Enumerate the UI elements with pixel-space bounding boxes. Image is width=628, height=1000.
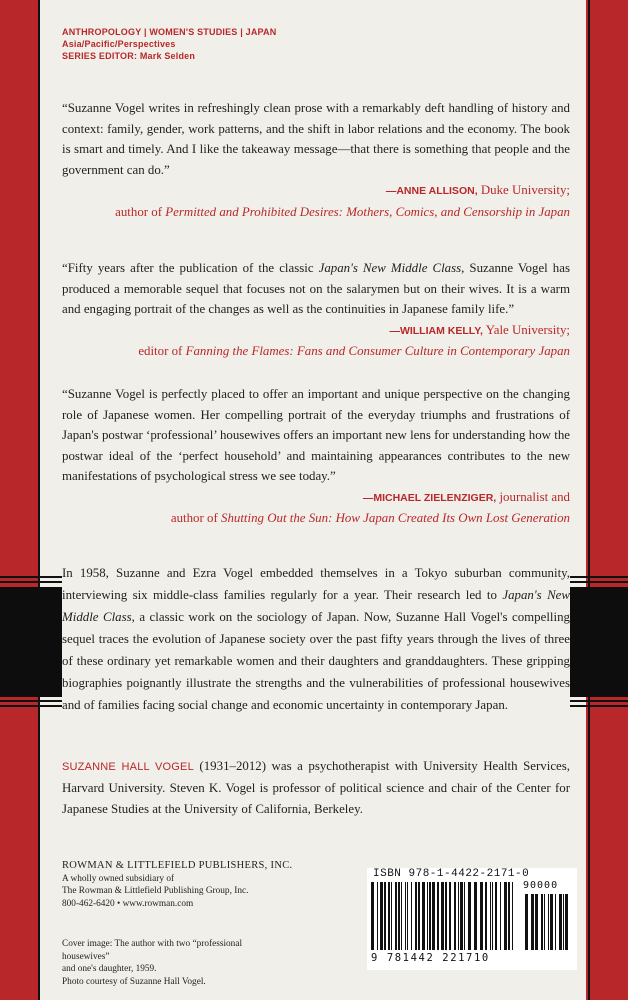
blurb-text: “Suzanne Vogel is perfectly placed to offer an important and unique perspective on the changing role of Japanese women. Her compelling portrait of the everyday triumphs and frustrations of Japan's postwar ‘professional’ housewives offers an important new lens for understanding how the postwar ideal of the ‘perfect household’ and maintaining appearances contributes to the new manifestations of psychological stress we see today.”	[62, 387, 570, 483]
barcode-bar	[458, 882, 459, 950]
barcode-bar	[464, 882, 465, 950]
barcode-bar	[504, 882, 507, 950]
barcode-bar	[541, 894, 543, 950]
barcode-bar	[468, 882, 471, 950]
source-prefix: editor of	[138, 344, 183, 358]
barcode-bar	[548, 894, 549, 950]
barcode-bar	[391, 882, 392, 950]
barcode-bar	[427, 882, 428, 950]
barcode-bar	[500, 882, 501, 950]
attribution-affiliation: journalist and	[499, 489, 570, 504]
right-red-border	[590, 0, 628, 1000]
series-editor-line: SERIES EDITOR: Mark Selden	[62, 51, 196, 61]
barcode-bar	[512, 882, 513, 950]
barcode-bar	[474, 882, 477, 950]
book-title-ref: Japan's New Middle Class	[62, 588, 570, 624]
barcode-bar	[411, 882, 412, 950]
barcode-bar	[395, 882, 397, 950]
barcode-bar	[535, 894, 538, 950]
barcode-bar	[480, 882, 483, 950]
barcode-bar	[565, 894, 568, 950]
barcode-bar	[508, 882, 510, 950]
barcode-bar	[485, 882, 487, 950]
barcode-bar	[495, 882, 497, 950]
blurb-attribution	[62, 487, 570, 509]
publisher-info	[62, 860, 362, 910]
blurb-source	[62, 508, 570, 529]
blurb-anne-allison	[62, 98, 570, 222]
barcode-bar	[460, 882, 463, 950]
category-line: ANTHROPOLOGY | WOMEN'S STUDIES | JAPAN	[62, 27, 277, 37]
left-red-border	[0, 0, 38, 1000]
barcode-bars	[367, 880, 517, 952]
source-prefix: author of	[170, 511, 218, 525]
barcode-bar	[405, 882, 406, 950]
publisher-line: A wholly owned subsidiary of	[62, 873, 175, 884]
blurb-attribution	[62, 320, 570, 342]
barcode-bar	[384, 882, 386, 950]
barcode-bar	[377, 882, 378, 950]
barcode-bar	[429, 882, 431, 950]
barcode-bar	[525, 894, 528, 950]
barcode-bar	[407, 882, 408, 950]
blurb-text: “Fifty years after the publication of the classic Japan's New Middle Class, Suzanne Vogel has produced a memorable sequel that focuses not on the salarymen but on their wives. It is a warm and engaging portrait of the changes as well as the continuities in Japanese family life.”	[62, 261, 570, 316]
barcode-bar	[490, 882, 491, 950]
barcode-bar	[415, 882, 417, 950]
cover-content	[62, 0, 570, 1000]
right-border-line	[588, 0, 590, 1000]
publisher-contact: 800-462-6420 • www.rowman.com	[62, 898, 194, 909]
book-description: In 1958, Suzanne and Ezra Vogel embedded themselves in a Tokyo suburban community, interviewing six middle-class families regularly for a year. Their research led to Japan's New Middle Class, a classic work on the sociology of Japan. Now, Suzanne Hall Vogel's compelling sequel traces the evolution of Japanese society over the past fifty years through the lives of three of these ordinary yet remarkable women and their daughters and granddaughters. These gripping biographies poignantly illustrate the strengths and the vulnerabilities of professional housewives and of families facing social change and economic uncertainty in contemporary Japan.	[62, 562, 570, 716]
quoted-book-title: Japan's New Middle Class	[318, 261, 462, 275]
barcode-bar	[398, 882, 400, 950]
isbn-label: ISBN 978-1-4422-2171-0	[373, 868, 530, 880]
barcode-bar	[380, 882, 383, 950]
blurb-source	[62, 202, 570, 223]
barcode-bar	[449, 882, 451, 950]
barcode-bar	[388, 882, 390, 950]
blurb-michael-zielenziger	[62, 384, 570, 529]
barcode-bar	[550, 894, 553, 950]
barcode-bar	[432, 882, 435, 950]
publisher-line: The Rowman & Littlefield Publishing Group, Inc.	[62, 886, 249, 896]
barcode-bar	[544, 894, 545, 950]
attribution-name: —ANNE ALLISON,	[385, 185, 478, 197]
source-title: Shutting Out the Sun: How Japan Created Its Own Lost Generation	[221, 511, 570, 525]
price-code: 90000	[523, 880, 559, 891]
barcode-digits: 9 781442 221710	[371, 952, 490, 964]
barcode-bar	[563, 894, 564, 950]
attribution-affiliation: Duke University;	[480, 183, 570, 197]
source-prefix: author of	[115, 204, 163, 219]
barcode-bar	[418, 882, 420, 950]
category-header	[62, 26, 276, 62]
barcode-bar	[559, 894, 562, 950]
barcode-bar	[531, 894, 534, 950]
publisher-name: ROWMAN & LITTLEFIELD PUBLISHERS, INC.	[62, 860, 293, 871]
isbn-barcode	[367, 868, 577, 970]
cover-image-credit: Cover image: The author with two “professional housewives” and one's daughter, 1959. Photo courtesy of Suzanne Hall Vogel.	[62, 939, 243, 987]
barcode-bar	[555, 894, 556, 950]
barcode-bar	[441, 882, 444, 950]
barcode-bar	[437, 882, 439, 950]
barcode-bar	[401, 882, 402, 950]
author-bio-text: (1931–2012) was a psychotherapist with University Health Services, Harvard University. Steven K. Vogel is professor of political science and chair of the Center for Japanese Studies at the University of California, Berkeley.	[62, 759, 570, 816]
blurb-william-kelly	[62, 258, 570, 362]
author-name: SUZANNE HALL VOGEL	[62, 761, 194, 773]
attribution-name: —MICHAEL ZIELENZIGER,	[362, 491, 497, 504]
barcode-bar	[445, 882, 447, 950]
barcode-bar	[492, 882, 493, 950]
source-title: Fanning the Flames: Fans and Consumer Culture in Contemporary Japan	[185, 344, 570, 358]
barcode-bar	[422, 882, 425, 950]
blurb-source	[62, 341, 570, 362]
attribution-affiliation: Yale University;	[485, 322, 570, 337]
author-bio	[62, 756, 570, 820]
source-title: Permitted and Prohibited Desires: Mothers, Comics, and Censorship in Japan	[165, 204, 570, 219]
blurb-text: “Suzanne Vogel writes in refreshingly clean prose with a remarkably deft handling of history and context: family, gender, work patterns, and the shift in labor relations and the economy. The book is smart and timely. And I like the takeaway message—that there is something that people and the government can do.”	[62, 101, 570, 177]
barcode-bar	[454, 882, 456, 950]
barcode-bar	[371, 882, 374, 950]
series-line: Asia/Pacific/Perspectives	[62, 39, 176, 49]
attribution-name: —WILLIAM KELLY,	[389, 324, 483, 337]
blurb-attribution	[62, 180, 570, 202]
